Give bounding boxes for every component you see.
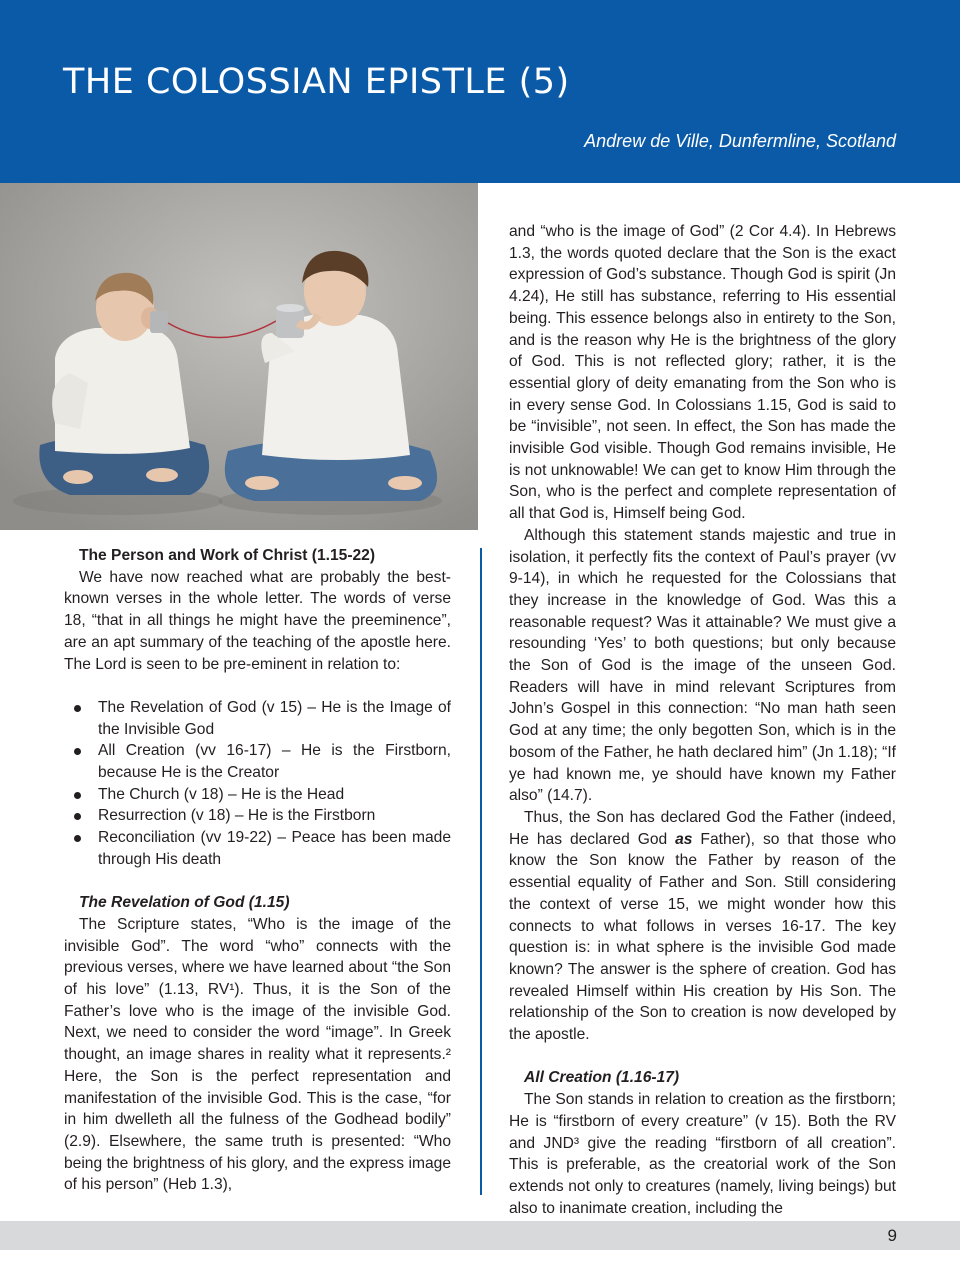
bullet-icon [74, 748, 81, 755]
article-title: THE COLOSSIAN EPISTLE (5) [63, 62, 570, 102]
list-item [64, 740, 451, 783]
body-paragraph: and “who is the image of God” (2 Cor 4.4). In Hebrews 1.3, the words quoted declare that the Son is the exact expression of God’s substance. Though God is spirit (Jn 4.24), He still has substance, referring to His essential being. This essence belongs also in entirety to the Son, and is the reason why He is the brightness of the glory of God. This is not reflected glory; rather, it is the essential glory of deity emanating from the Son who is in every sense God. In Colossians 1.15, God is said to be “invisible”, not seen. In effect, the Son has made the invisible God visible. Though God remains invisible, He is not unknowable! We can get to know Him through the Son, who is the perfect and complete representation of all that God is, Himself being God. [509, 223, 896, 523]
list-item [64, 697, 451, 740]
pre-eminence-list [64, 697, 451, 871]
subheading-revelation: The Revelation of God (1.15) [79, 894, 290, 912]
list-item [64, 784, 451, 806]
text-run: Thus, the Son has declared God the Father (indeed, He has declared God [509, 808, 896, 848]
author-byline: Andrew de Ville, Dunfermline, Scotland [584, 131, 896, 151]
bullet-icon [74, 705, 81, 712]
right-column [509, 221, 896, 1219]
subheading-all-creation: All Creation (1.16-17) [524, 1069, 680, 1087]
page-number: 9 [887, 1226, 897, 1245]
body-paragraph: The Son stands in relation to creation as the firstborn; He is “firstborn of every creature” (v 15). Both the RV and JND³ give the reading “firstborn of all creation”. This is preferable, as the creatorial work of the Son extends not only to creatures (namely, living beings) but also to inanimate creation, including the [509, 1091, 896, 1217]
text-run: Father), so that those who know the Son know the Father by reason of the essential equality of Father and Son. Still considering the context of verse 15, we might wonder how this connects to what follows in verses 16-17. The key question is: in what sphere is the invisible God made known? The answer is the sphere of creation. God has revealed Himself within His creation by His Son. The relationship of the Son to creation is now developed by the apostle. [509, 830, 896, 1044]
body-paragraph: Although this statement stands majestic and true in isolation, it perfectly fits the context of Paul’s prayer (vv 9-14), in which he requested for the Colossians that they increase in the knowledge of God. Was this a reasonable request? Was it attainable? We must give a resounding ‘Yes’ to both questions; but only because the Son of God is the image of the unseen God. Readers will have in mind relevant Scriptures from John’s Gospel in this connection: “No man hath seen God at any time; the only begotten Son, which is in the bosom of the Father, he hath declared him” (Jn 1.18); “If ye had known me, ye should have known my Father also” (14.7). [509, 526, 896, 805]
body-paragraph [509, 807, 896, 1046]
bullet-icon [74, 792, 81, 799]
intro-paragraph: We have now reached what are probably the best-known verses in the whole letter. The words of verse 18, “that in all things he might have the preeminence”, are an apt summary of the teaching of the apostle here. The Lord is seen to be pre-eminent in relation to: [64, 568, 451, 673]
bullet-icon [74, 835, 81, 842]
list-item-text: The Revelation of God (v 15) – He is the Image of the Invisible God [98, 698, 451, 738]
list-item [64, 827, 451, 870]
header-banner [0, 0, 960, 183]
list-item [64, 805, 451, 827]
body-paragraph: The Scripture states, “Who is the image of the invisible God”. The word “who” connects with the previous verses, where we have learned about “the Son of his love” (1.13, RV¹). Thus, it is the Son of the Father’s love who is the image of the invisible God. Next, we need to consider the word “image”. In Greek thought, an image shares in reality what it represents.² Here, the Son is the perfect representation and manifestation of the invisible God. This is the case, “for in him dwelleth all the fulness of the Godhead bodily” (2.9). Elsewhere, the same truth is presented: “Who being the brightness of his glory, and the express image of his person” (Heb 1.3), [64, 915, 451, 1194]
list-item-text: Resurrection (v 18) – He is the Firstborn [98, 807, 376, 825]
list-item-text: Reconciliation (vv 19-22) – Peace has been made through His death [98, 829, 451, 868]
bullet-icon [74, 813, 81, 820]
list-item-text: The Church (v 18) – He is the Head [98, 785, 345, 803]
section-heading: The Person and Work of Christ (1.15-22) [79, 547, 376, 564]
list-item-text: All Creation (vv 16-17) – He is the Firstborn, because He is the Creator [98, 742, 451, 782]
column-divider [480, 548, 482, 1195]
left-column [64, 545, 451, 1196]
emphasis-text: as [675, 830, 693, 848]
footer-bar [0, 1221, 960, 1250]
article-photo [0, 183, 478, 530]
two-boys-tin-can-telephone-illustration [0, 183, 478, 530]
